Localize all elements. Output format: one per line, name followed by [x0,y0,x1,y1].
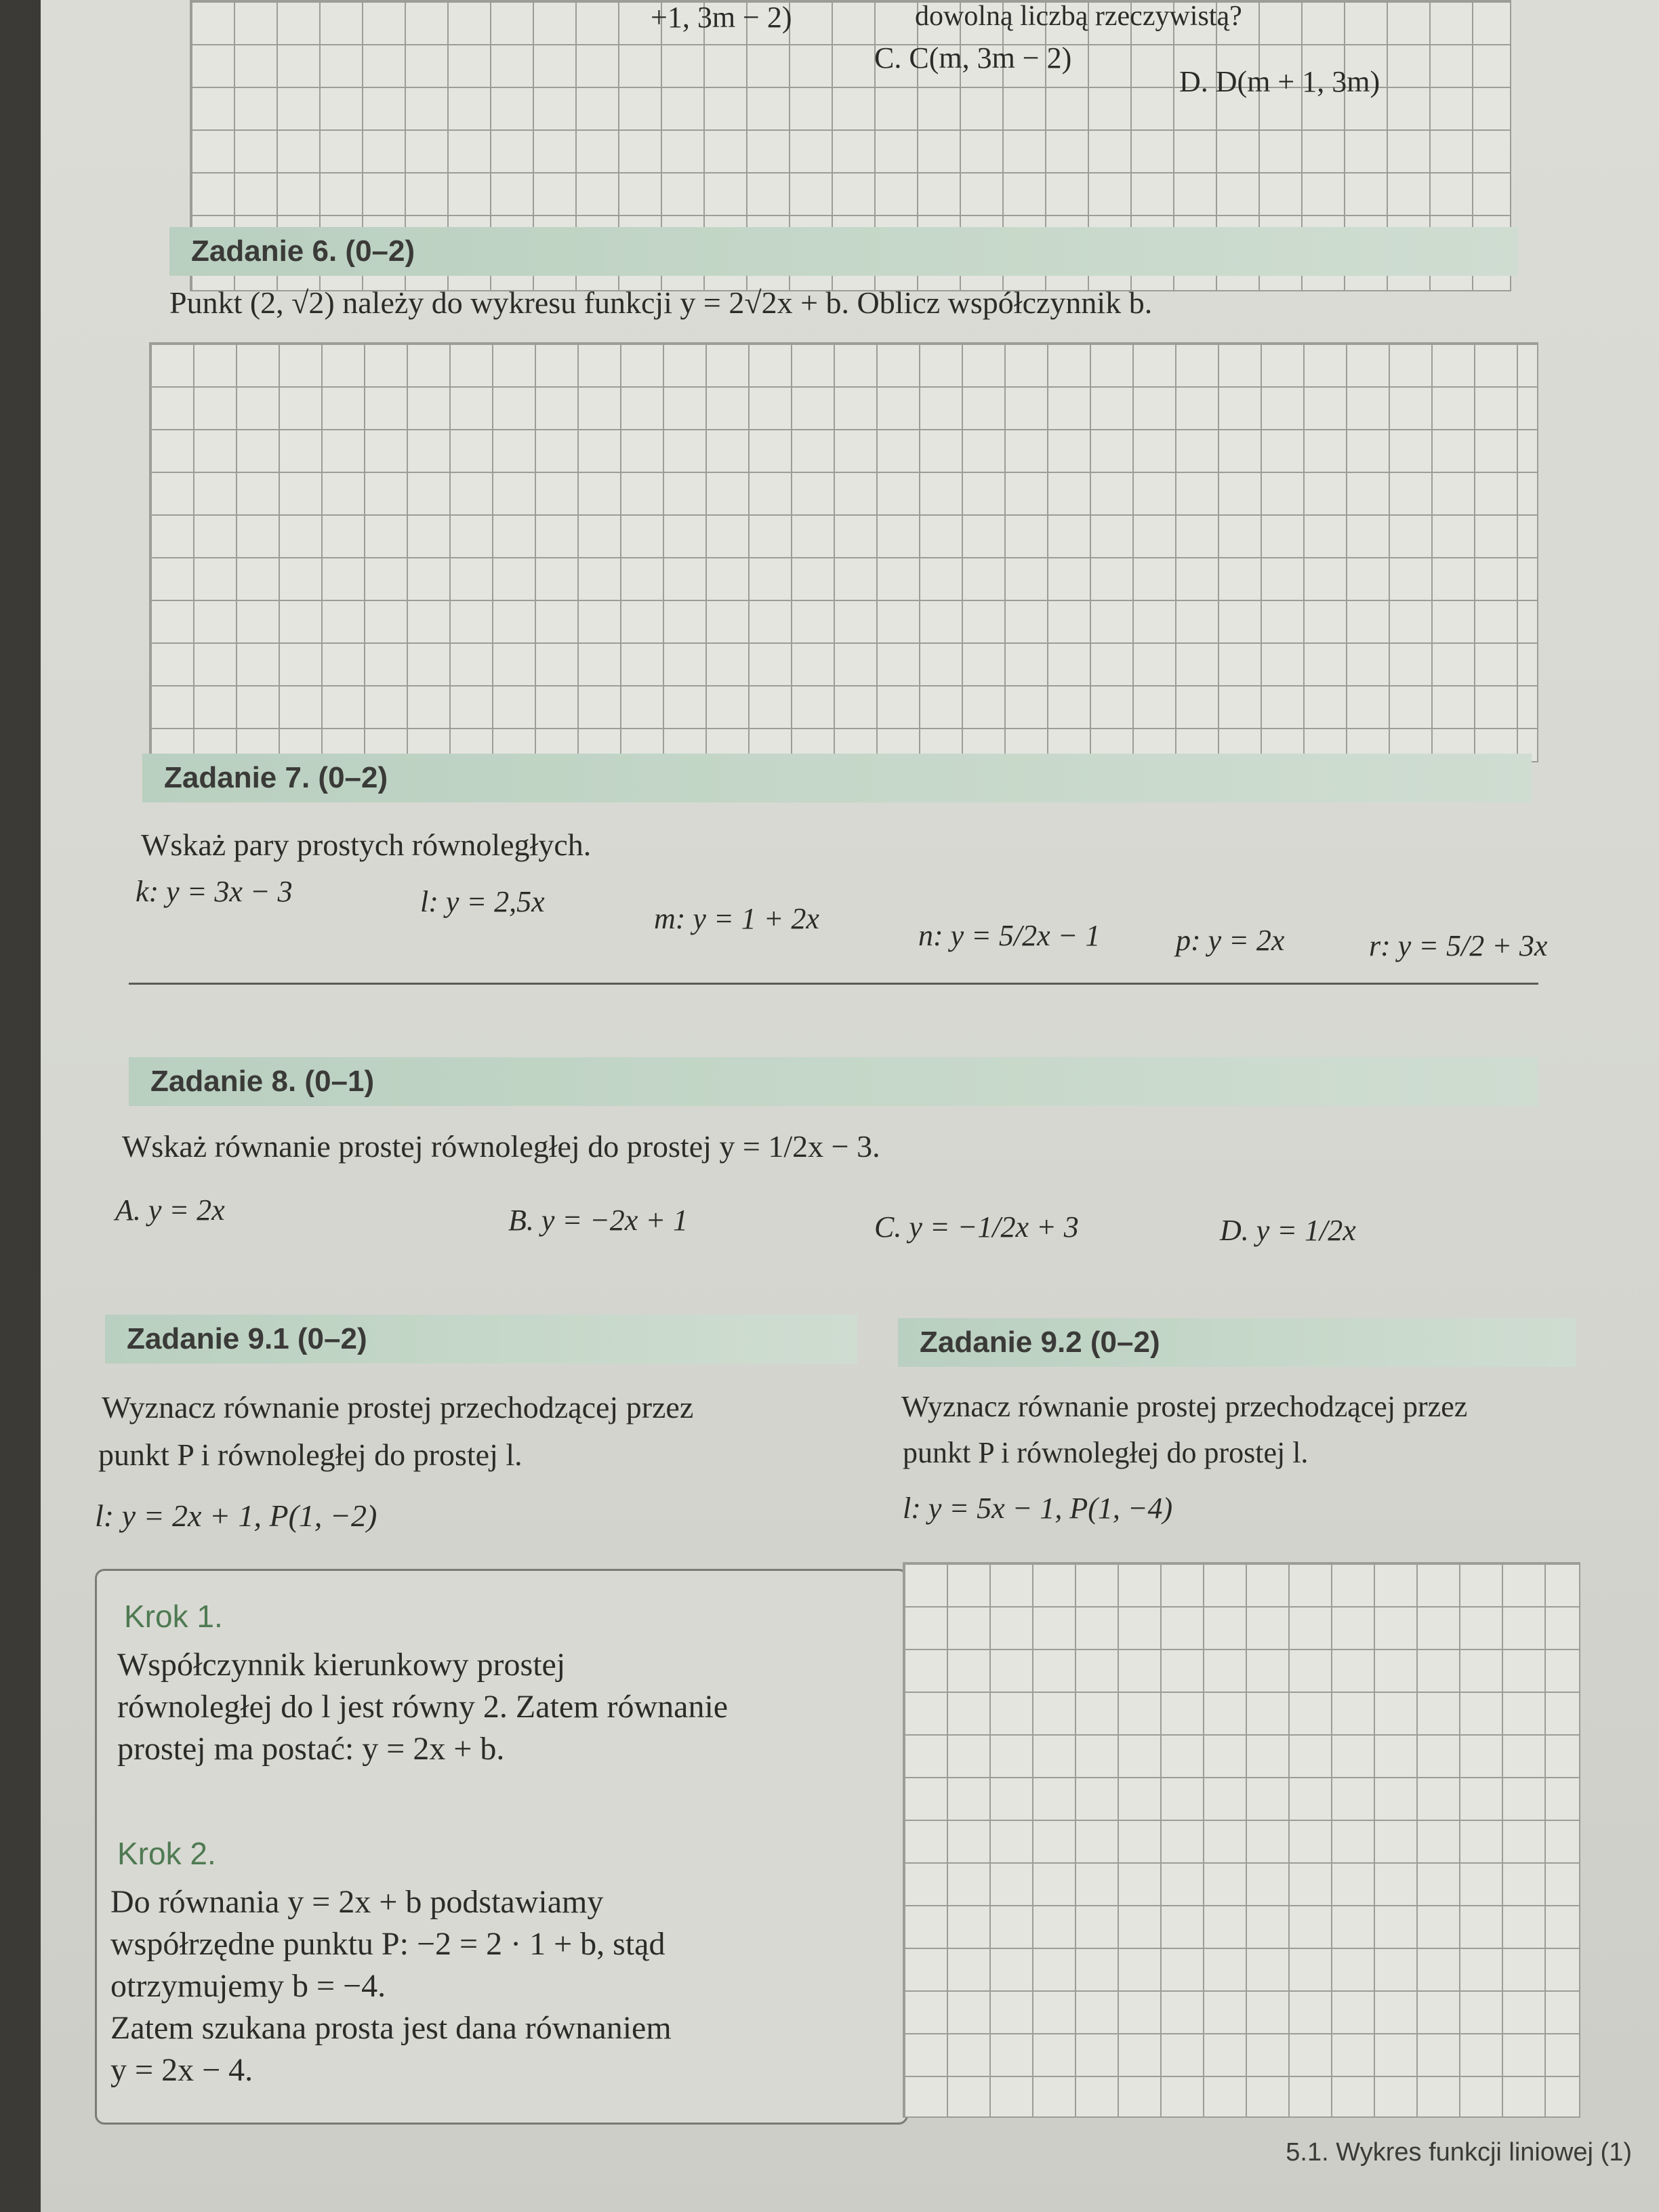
step2-line: Do równania y = 2x + b podstawiamy [110,1884,604,1920]
line-r: r: y = 5/2 + 3x [1369,929,1548,962]
task6-header: Zadanie 6. (0–2) [169,227,1518,276]
option-b-tail: +1, 3m − 2) [651,1,792,34]
page-footer: 5.1. Wykres funkcji liniowej (1) [1286,2138,1632,2167]
task92-text-line2: punkt P i równoległej do prostej l. [903,1436,1309,1469]
answer-grid-task6 [149,342,1538,762]
step1-line: prostej ma postać: y = 2x + b. [117,1731,505,1767]
step1-line: równoległej do l jest równy 2. Zatem równanie [117,1689,729,1725]
step2-line: y = 2x − 4. [110,2052,253,2088]
line-p: p: y = 2x [1176,924,1285,957]
line-k: k: y = 3x − 3 [136,875,293,908]
task6-text: Punkt (2, √2) należy do wykresu funkcji y = 2√2x + b. Oblicz współczynnik b. [169,285,1153,320]
task8-option-c: C. y = −1/2x + 3 [874,1210,1079,1244]
worked-solution-box [95,1569,908,2125]
task8-text: Wskaż równanie prostej równoległej do prostej y = 1/2x − 3. [122,1129,880,1164]
workbook-page [41,0,1659,2212]
task8-option-d: D. y = 1/2x [1220,1214,1356,1247]
task92-given: l: y = 5x − 1, P(1, −4) [903,1492,1173,1525]
line-l: l: y = 2,5x [420,885,545,918]
task91-text-line2: punkt P i równoległej do prostej l. [98,1437,523,1472]
task92-header: Zadanie 9.2 (0–2) [898,1318,1576,1367]
task92-text-line1: Wyznacz równanie prostej przechodzącej przez [901,1390,1468,1423]
answer-grid-task92 [903,1562,1580,2118]
line-m: m: y = 1 + 2x [654,902,819,935]
step1-text [117,1644,876,1770]
answer-line-task7 [129,983,1538,985]
step2-line: otrzymujemy b = −4. [110,1968,386,2004]
option-d: D. D(m + 1, 3m) [1179,65,1380,98]
step2-line: Zatem szukana prosta jest dana równaniem [110,2010,672,2046]
line-n: n: y = 5/2x − 1 [918,919,1101,952]
step1-line: Współczynnik kierunkowy prostej [117,1647,566,1683]
task8-option-b: B. y = −2x + 1 [508,1204,689,1237]
task91-given: l: y = 2x + 1, P(1, −2) [95,1498,377,1533]
step2-line: współrzędne punktu P: −2 = 2 · 1 + b, stąd [110,1926,665,1962]
task8-header: Zadanie 8. (0–1) [129,1057,1538,1106]
step2-text [110,1881,869,2091]
task7-header: Zadanie 7. (0–2) [142,754,1532,802]
step2-title: Krok 2. [117,1836,216,1871]
task91-header: Zadanie 9.1 (0–2) [105,1315,857,1364]
task8-option-a: A. y = 2x [115,1193,225,1227]
previous-question-tail: dowolną liczbą rzeczywistą? [915,1,1242,32]
option-c: C. C(m, 3m − 2) [874,41,1072,75]
task7-text: Wskaż pary prostych równoległych. [141,827,592,862]
task91-text-line1: Wyznacz równanie prostej przechodzącej przez [102,1390,694,1425]
step1-title: Krok 1. [124,1599,223,1634]
